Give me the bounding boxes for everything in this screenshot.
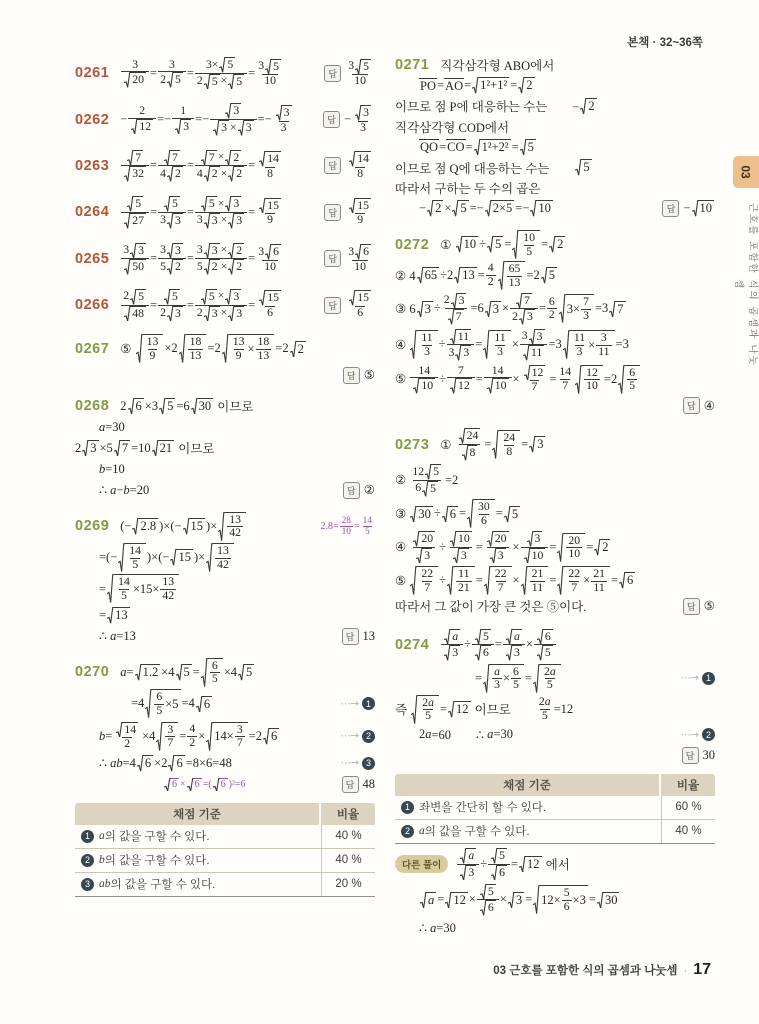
math-expression: = $\frac{a}{3}$ × $\frac{6}{5}$ = 2 a 5 — [475, 664, 562, 693]
left-column — [75, 54, 375, 950]
problem-number: 0270 — [75, 664, 110, 681]
solution-row — [75, 149, 375, 183]
math-expression: PO = AO = 1²+1² = 2 — [420, 78, 533, 93]
problem-0267 — [75, 334, 375, 384]
math-expression: 이므로 점 P에 대응하는 수는 − 2 — [395, 98, 595, 114]
solution-row — [395, 396, 715, 415]
step-arrow-icon: ⋯→ — [680, 728, 698, 741]
problem-number: 0262 — [75, 111, 110, 128]
solution-row — [75, 512, 375, 541]
answer — [342, 776, 376, 793]
solution-row — [395, 138, 715, 157]
answer-box-icon: 답 — [323, 111, 340, 128]
problem-number: 0266 — [75, 297, 110, 314]
problem-number: 0269 — [75, 518, 110, 535]
problem-0269 — [75, 512, 375, 646]
footer-page-number: 17 — [693, 961, 711, 978]
answer-value: 48 — [362, 776, 375, 791]
problem-number: 0265 — [75, 250, 110, 267]
grading-table-row — [395, 796, 715, 820]
math-expression: ④ $\frac{20}{3}$ ÷ $\frac{10}{3}$ = $\frac{20}{3}$ × $\frac{3}{10}$ = 20 10 = 2 — [395, 532, 609, 562]
step-marker — [341, 697, 375, 710]
problem-0273 — [395, 427, 715, 615]
solution-row — [75, 418, 375, 437]
answer-value: ④ — [703, 398, 715, 413]
answer-value: 15 9 — [345, 197, 375, 228]
solution-row — [75, 242, 375, 276]
answer-box-icon: 답 — [324, 157, 341, 174]
math-expression: a =30 — [99, 419, 125, 434]
answer-box-icon: 답 — [683, 598, 700, 615]
grading-criteria-header: 채점 기준 — [503, 779, 551, 792]
step-number-badge: 3 — [81, 878, 94, 891]
solution-row — [75, 56, 375, 90]
solution-row — [395, 695, 715, 724]
answer — [323, 104, 375, 135]
solution-columns — [75, 54, 715, 950]
math-expression: 직각삼각형 COD에서 — [395, 120, 510, 135]
math-expression: =(− 14 5 )×(− 15 )× 13 42 — [99, 543, 235, 572]
answer — [324, 289, 375, 320]
solution-row — [395, 76, 715, 95]
math-expression: ② 4 65 ÷2 13 = $\frac{4}{2}$ 65 13 =2 5 — [395, 261, 555, 289]
page-footer — [493, 961, 711, 979]
answer-box-icon: 답 — [324, 204, 341, 221]
math-expression: 2 6 ×3 5 =6 30 이므로 — [120, 398, 254, 415]
solution-row — [395, 97, 715, 116]
grading-table-header — [395, 774, 715, 796]
answer-box-icon: 답 — [324, 65, 341, 82]
math-expression: − $\frac{2}{12}$ =− $\frac{1}{3}$ =− 3 3 × 3 =− $\frac{3}{3}$ — [120, 103, 290, 135]
solution-row — [75, 439, 375, 458]
grading-ratio-value: 40 % — [335, 830, 362, 843]
answer-value: 3 6 10 — [348, 244, 369, 273]
math-expression: ∴ a − b =20 — [99, 482, 150, 498]
solution-row — [75, 195, 375, 229]
solution-row — [395, 292, 715, 326]
solution-row — [75, 543, 375, 572]
solution-row — [395, 566, 715, 595]
answer-box-icon: 답 — [682, 747, 699, 764]
problem-number: 0263 — [75, 157, 110, 174]
problem-0274 — [395, 628, 715, 938]
step-arrow-icon: ⋯→ — [680, 672, 698, 685]
math-expression: $\frac{5}{27}$ = 5 3 3 = 5 × 3 3 3 × 3 = $\frac{15}{9}$ — [120, 195, 285, 229]
solution-row — [75, 366, 375, 385]
answer-box-icon: 답 — [662, 200, 679, 217]
answer-value: 30 — [702, 747, 715, 762]
answer — [343, 367, 375, 384]
side-tab-title: 근호를 포함한 식의 곱셈과 나눗셈 — [733, 203, 758, 367]
solution-row — [75, 627, 375, 646]
answer-box-icon: 답 — [324, 250, 341, 267]
answer-box-icon: 답 — [324, 297, 341, 314]
answer — [682, 747, 716, 764]
math-expression: ④ 11 3 ÷ 11 3 3 = 11 3 × 3 3 11 =3 $\frac{11}{3}$ × $\frac{3}{11}$ =3 — [395, 329, 629, 360]
math-expression: $\frac{3}{20}$ = 3 2 5 = 3× 5 2 5 × 5 = 3 5 10 — [120, 56, 285, 90]
math-expression: 2 a =60 ∴ a =30 — [419, 727, 513, 742]
step-marker — [341, 730, 375, 743]
math-expression: $\frac{7}{32}$ = 7 4 2 = 7 × 2 4 2 × 2 = $\frac{14}{8}$ — [120, 149, 285, 183]
math-expression: b =10 — [99, 461, 125, 476]
grading-ratio-value: 20 % — [335, 878, 362, 891]
problem-0271 — [395, 56, 715, 219]
answer — [662, 200, 715, 217]
grading-criteria-cell — [395, 796, 662, 819]
math-expression: 즉 2 a 5 = 12 이므로 2 a 5 =12 — [395, 695, 574, 723]
grading-criteria-cell — [75, 825, 322, 848]
solution-row — [75, 102, 375, 136]
solution-row — [75, 689, 375, 718]
problem-0272 — [395, 230, 715, 415]
solution-row — [395, 530, 715, 564]
solution-row — [395, 261, 715, 290]
footer-separator: · — [683, 965, 688, 977]
grading-table-header — [75, 803, 375, 825]
solution-row — [75, 334, 375, 363]
step-number-badge: 3 — [362, 757, 375, 770]
solution-row — [395, 427, 715, 461]
step-number-badge: 2 — [702, 728, 715, 741]
solution-row — [395, 725, 715, 744]
math-expression: 따라서 구하는 두 수의 곱은 — [395, 182, 541, 196]
grading-table — [75, 803, 375, 897]
math-expression: QO = CO = 1²+2² = 5 — [420, 139, 534, 154]
alt-solution-badge: 다른 풀이 — [395, 855, 448, 873]
grading-criteria-text: a 의 값을 구할 수 있다. — [419, 825, 530, 839]
problem-number: 0268 — [75, 398, 110, 415]
solution-row — [395, 56, 715, 75]
solution-row — [395, 158, 715, 177]
step-number-badge: 2 — [81, 854, 94, 867]
math-expression: ∴ a =13 — [99, 628, 136, 644]
answer — [324, 150, 375, 181]
solution-row — [395, 746, 715, 765]
solution-row — [75, 754, 375, 773]
math-expression: − 2 × 5 =− 2×5 =− 10 — [419, 201, 551, 216]
solution-row — [395, 597, 715, 616]
grading-table-row — [75, 825, 375, 849]
step-marker — [341, 757, 375, 770]
right-column — [395, 54, 715, 950]
answer-box-icon: 답 — [342, 628, 359, 645]
footer-chapter-title: 03 근호를 포함한 식의 곱셈과 나눗셈 — [493, 965, 678, 977]
problem-number: 0273 — [395, 436, 430, 453]
problem-0261 — [75, 56, 375, 90]
grading-table — [395, 774, 715, 844]
grading-ratio-value: 60 % — [675, 801, 702, 814]
margin-note: 6 × 6 =( 6 )²=6 — [163, 778, 246, 792]
answer — [683, 598, 715, 615]
grading-ratio-value: 40 % — [335, 854, 362, 867]
grading-criteria-text: 좌변을 간단히 할 수 있다. — [419, 802, 547, 815]
side-tab-number: 03 — [738, 165, 753, 179]
answer — [324, 243, 375, 274]
solution-row — [75, 288, 375, 322]
grading-criteria-text: ab 의 값을 구할 수 있다. — [99, 878, 216, 892]
math-expression: ⑤ 13 9 ×2 18 13 =2 $\frac{13}{9}$ × $\frac{18}{13}$ =2 2 — [120, 335, 304, 362]
problem-number: 0261 — [75, 65, 110, 82]
answer — [342, 628, 376, 645]
grading-ratio-header: 비율 — [659, 774, 715, 796]
answer-box-icon: 답 — [343, 367, 360, 384]
answer-value: − 10 — [683, 201, 712, 216]
math-expression: ∴ ab =4 6 ×2 6 =8×6=48 — [99, 755, 232, 771]
grading-table-row — [395, 820, 715, 843]
solution-row — [75, 481, 375, 500]
answer-box-icon: 답 — [683, 397, 700, 414]
answer-value: ⑤ — [703, 599, 715, 614]
math-expression: ③ 6 3 ÷ 2 3 7 =6 3 × 7 2 3 = $\frac{6}{2}$ 3× $\frac{7}{3}$ =3 7 — [395, 293, 624, 324]
solution-row — [395, 230, 715, 259]
solution-row — [395, 628, 715, 662]
solution-row — [75, 574, 375, 603]
math-expression: a = 12 × $\frac{5}{6}$ × 3 = 12× $\frac{5}{6}$ ×3 = 30 — [419, 883, 620, 917]
math-expression: ③ 30 ÷ 6 = 30 6 = 5 — [395, 500, 519, 527]
math-expression: 2 5 48 = 5 2 3 = 5 × 3 2 3 × 3 = $\frac{15}{6}$ — [123, 289, 279, 320]
solution-row — [75, 721, 375, 752]
grading-criteria-cell — [75, 873, 322, 896]
solution-row — [75, 658, 375, 687]
math-expression: ⑤ 22 7 ÷ 11 21 = 22 7 × 21 11 = $\frac{22}{7}$ × $\frac{21}{11}$ = 6 — [395, 566, 634, 594]
solution-row — [395, 847, 715, 881]
step-marker — [681, 672, 715, 685]
math-expression: =4 $\frac{6}{5}$ ×5 =4 6 — [131, 690, 211, 717]
solution-row — [395, 883, 715, 917]
solution-row — [395, 328, 715, 362]
solution-row — [395, 664, 715, 693]
answer — [683, 397, 715, 414]
math-expression: 이므로 점 Q에 대응하는 수는 5 — [395, 160, 590, 176]
step-number-badge: 1 — [702, 672, 715, 685]
problem-0266 — [75, 288, 375, 322]
grading-criteria-text: b 의 값을 구할 수 있다. — [99, 854, 210, 868]
grading-criteria-header: 채점 기준 — [173, 808, 221, 821]
answer — [324, 58, 375, 89]
answer-value: − $\frac{3}{3}$ — [344, 105, 369, 134]
grading-criteria-text: a 의 값을 구할 수 있다. — [99, 830, 210, 844]
margin-note: 2.8= $\frac{28}{10}$ = $\frac{14}{5}$ — [320, 515, 372, 537]
math-expression: ② 12 5 6 5 =2 — [395, 464, 459, 495]
solution-row — [395, 463, 715, 497]
solution-row — [75, 606, 375, 625]
solution-row — [395, 499, 715, 528]
answer-box-icon: 답 — [342, 776, 359, 793]
grading-criteria-cell — [395, 820, 662, 843]
math-expression: ① 10 ÷ 5 = 10 5 = 2 — [440, 231, 564, 258]
solution-row — [395, 364, 715, 395]
problem-0268 — [75, 397, 375, 500]
answer — [324, 197, 375, 228]
answer-value: 3 5 10 — [348, 59, 369, 88]
math-expression: 3 3 50 = 3 3 5 2 = 3 3 × 2 5 2 × 2 = 3 6 10 — [123, 243, 279, 274]
problem-number: 0267 — [75, 340, 110, 357]
solution-row — [395, 199, 715, 218]
math-expression: (− 2.8 )×(− 15 )× 13 42 — [120, 512, 247, 541]
math-expression: 직각삼각형 ABO에서 — [440, 59, 555, 73]
step-marker — [681, 728, 715, 741]
math-expression: ∴ a =30 — [419, 920, 456, 936]
grading-table-row — [75, 849, 375, 873]
math-expression: b = $\frac{14}{2}$ ×4 3 7 = $\frac{4}{2}$ × 14× $\frac{3}{7}$ =2 6 — [99, 722, 278, 751]
answer-value: 15 6 — [345, 289, 375, 320]
math-expression: = 13 — [99, 607, 128, 622]
math-expression: 따라서 그 값이 가장 큰 것은 ⑤이다. — [395, 600, 587, 615]
problem-0265 — [75, 242, 375, 276]
math-expression: $\frac{a}{3}$ ÷ $\frac{5}{6}$ = 12 에서 — [456, 847, 569, 881]
problem-number: 0272 — [395, 236, 430, 253]
problem-0264 — [75, 195, 375, 229]
problem-number: 0274 — [395, 636, 430, 653]
grading-table-row — [75, 873, 375, 896]
solution-row — [395, 117, 715, 136]
step-number-badge: 2 — [362, 730, 375, 743]
step-number-badge: 1 — [81, 830, 94, 843]
step-number-badge: 1 — [401, 801, 414, 814]
step-arrow-icon: ⋯→ — [340, 697, 358, 710]
answer-box-icon: 답 — [343, 482, 360, 499]
solution-row — [75, 775, 375, 794]
step-number-badge: 1 — [362, 697, 375, 710]
solution-row — [395, 919, 715, 938]
math-expression: ⑤ $\frac{14}{10}$ ÷ $\frac{7}{12}$ = $\frac{14}{10}$ × $\frac{12}{7}$ = $\frac{14}{7}$ 12 10 =2 6 5 — [395, 364, 641, 395]
answer-value: ⑤ — [363, 368, 375, 383]
side-tab — [733, 156, 759, 370]
step-arrow-icon: ⋯→ — [340, 730, 358, 743]
problem-0270 — [75, 658, 375, 897]
answer-value: 13 — [362, 628, 375, 643]
problem-number: 0264 — [75, 204, 110, 221]
grading-criteria-cell — [75, 849, 322, 872]
math-expression: a = 1.2 ×4 5 = 6 5 ×4 5 — [120, 658, 253, 686]
solution-row — [75, 397, 375, 416]
grading-ratio-value: 40 % — [675, 825, 702, 838]
solution-row — [75, 460, 375, 479]
step-number-badge: 2 — [401, 825, 414, 838]
math-expression: 2 3 ×5 7 =10 21 이므로 — [75, 440, 215, 457]
math-expression: ① $\frac{24}{8}$ = 24 8 = 3 — [440, 429, 544, 460]
math-expression: = $\frac{14}{5}$ ×15× $\frac{13}{42}$ — [99, 574, 180, 603]
problem-0263 — [75, 149, 375, 183]
answer — [343, 482, 375, 499]
problem-0262 — [75, 102, 375, 136]
answer-value: 14 8 — [345, 150, 375, 181]
problem-number: 0271 — [395, 57, 430, 73]
solution-row — [395, 179, 715, 198]
math-expression: $\frac{a}{3}$ ÷ $\frac{5}{6}$ = $\frac{a}{3}$ × $\frac{6}{5}$ — [440, 628, 557, 662]
grading-ratio-header: 비율 — [319, 803, 375, 825]
answer-value: ② — [363, 483, 375, 498]
side-tab-number-badge — [733, 156, 759, 188]
step-arrow-icon: ⋯→ — [340, 757, 358, 770]
header-page-ref: 본책 · 32~36쪽 — [627, 37, 703, 49]
